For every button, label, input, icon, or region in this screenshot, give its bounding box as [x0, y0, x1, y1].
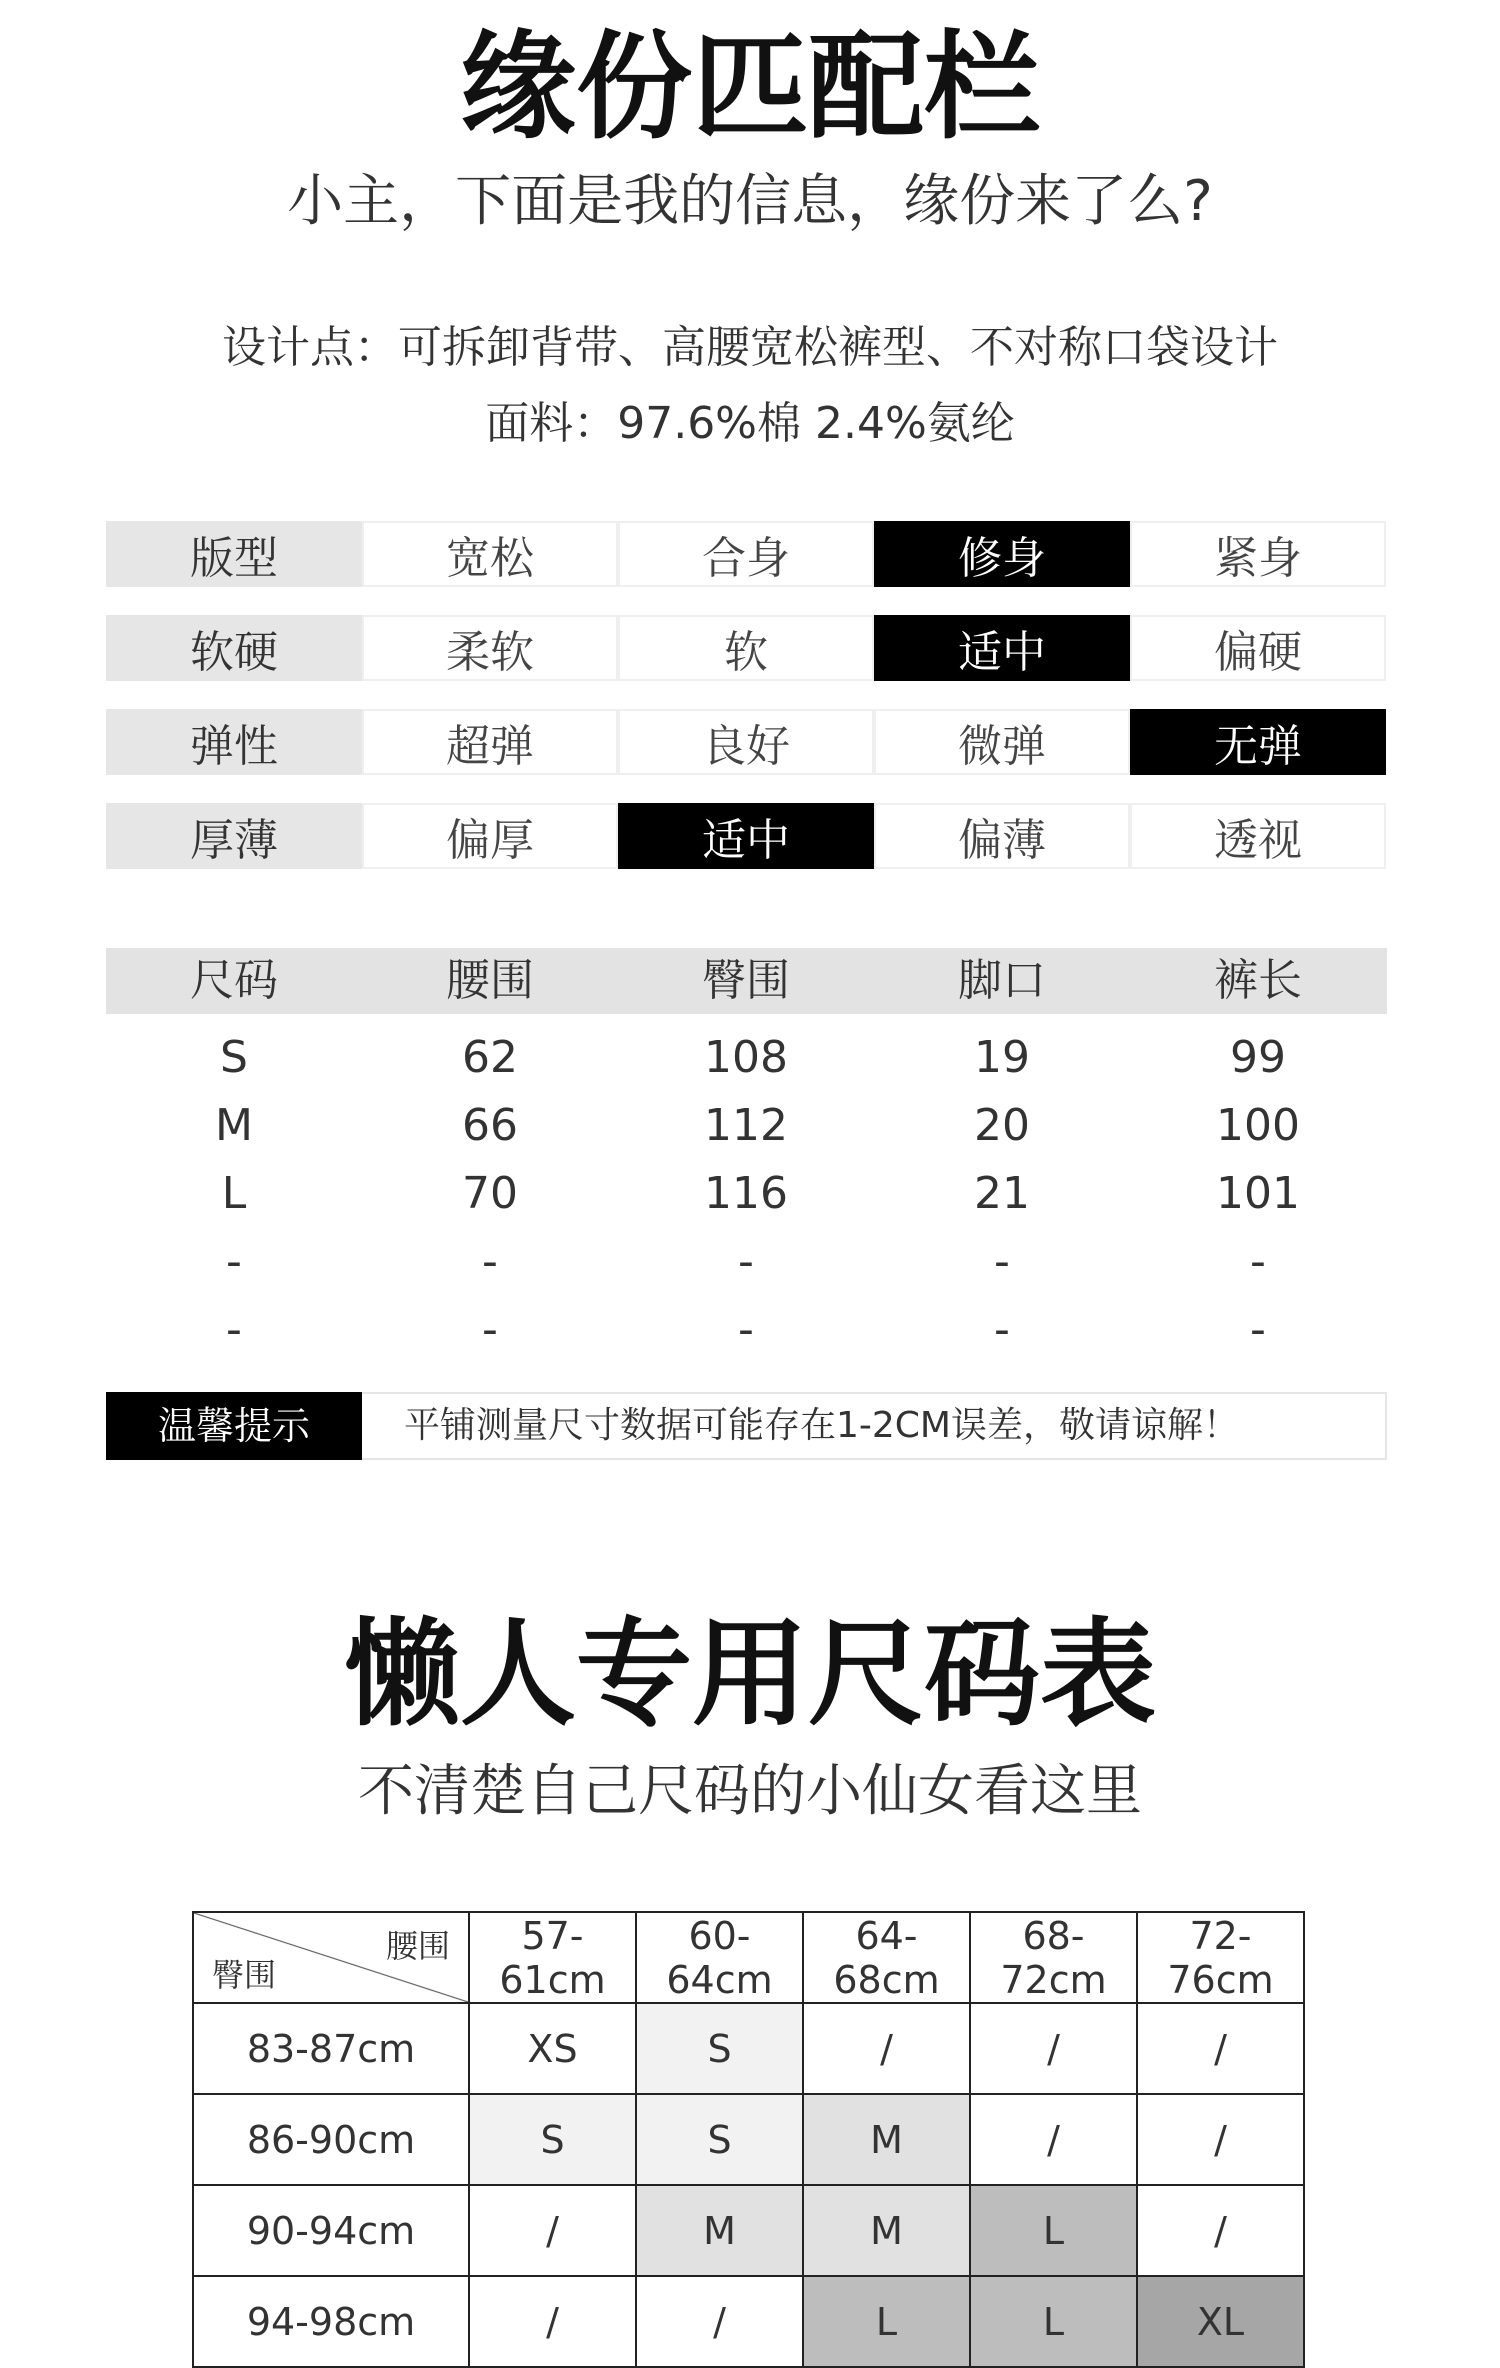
size-header-cell: 臀围 — [702, 955, 790, 1006]
lazy-size-title: 懒人专用尺码表 — [344, 1607, 1156, 1742]
matrix-cell: M — [803, 2094, 970, 2185]
attribute-option: 宽松 — [362, 521, 618, 587]
attribute-label: 厚薄 — [106, 803, 362, 869]
table-cell: - — [226, 1304, 242, 1355]
matrix-cell: XL — [1137, 2276, 1304, 2367]
tip-label: 温馨提示 — [106, 1392, 362, 1460]
attribute-option: 偏硬 — [1130, 615, 1386, 681]
matrix-row — [193, 2003, 1304, 2094]
table-row — [106, 1024, 1387, 1092]
matrix-cell: XS — [469, 2003, 636, 2094]
matrix-row — [193, 2185, 1304, 2276]
table-row — [106, 1092, 1387, 1160]
table-cell: 99 — [1230, 1032, 1286, 1083]
matrix-cell: S — [469, 2094, 636, 2185]
size-header-cell: 脚口 — [958, 955, 1046, 1006]
table-cell: - — [226, 1236, 242, 1287]
attribute-option: 合身 — [618, 521, 874, 587]
attribute-option-selected: 适中 — [874, 615, 1130, 681]
attribute-option-selected: 适中 — [618, 803, 874, 869]
attribute-option: 偏厚 — [362, 803, 618, 869]
matrix-row-header: 86-90cm — [193, 2094, 469, 2185]
table-row — [106, 1296, 1387, 1364]
attribute-option: 柔软 — [362, 615, 618, 681]
matrix-cell: / — [636, 2276, 803, 2367]
table-row — [106, 1228, 1387, 1296]
attribute-option: 透视 — [1130, 803, 1386, 869]
table-cell: 21 — [974, 1168, 1030, 1219]
matrix-cell: S — [636, 2003, 803, 2094]
size-matrix — [192, 1911, 1305, 2368]
matrix-cell: S — [636, 2094, 803, 2185]
table-cell: 100 — [1216, 1100, 1300, 1151]
table-cell: - — [1250, 1236, 1266, 1287]
matrix-cell: L — [803, 2276, 970, 2367]
attribute-grid — [106, 521, 1387, 897]
attribute-option-selected: 修身 — [874, 521, 1130, 587]
matrix-corner-diagonal — [194, 1913, 468, 2002]
attribute-option: 偏薄 — [874, 803, 1130, 869]
attribute-row — [106, 803, 1387, 869]
table-cell: - — [1250, 1304, 1266, 1355]
matrix-cell: / — [1137, 2094, 1304, 2185]
matrix-row-header: 83-87cm — [193, 2003, 469, 2094]
matrix-column-header: 72-76cm — [1137, 1912, 1304, 2003]
table-cell: - — [738, 1304, 754, 1355]
size-header-cell: 裤长 — [1214, 955, 1302, 1006]
attribute-label: 版型 — [106, 521, 362, 587]
matrix-row — [193, 2094, 1304, 2185]
table-cell: - — [738, 1236, 754, 1287]
table-row — [106, 1160, 1387, 1228]
table-cell: L — [221, 1168, 247, 1219]
table-cell: - — [994, 1236, 1010, 1287]
matrix-row-header: 90-94cm — [193, 2185, 469, 2276]
attribute-label: 软硬 — [106, 615, 362, 681]
matrix-column-header: 68-72cm — [970, 1912, 1137, 2003]
page-title: 缘份匹配栏 — [460, 20, 1040, 155]
lazy-size-subtitle: 不清楚自己尺码的小仙女看这里 — [358, 1759, 1142, 1824]
table-cell: 112 — [704, 1100, 788, 1151]
table-cell: 19 — [974, 1032, 1030, 1083]
matrix-row-header: 94-98cm — [193, 2276, 469, 2367]
matrix-corner — [193, 1912, 469, 2003]
matrix-column-header: 57-61cm — [469, 1912, 636, 2003]
page-subtitle: 小主，下面是我的信息，缘份来了么? — [287, 169, 1213, 234]
table-cell: S — [220, 1032, 248, 1083]
table-cell: 101 — [1216, 1168, 1300, 1219]
table-cell: 108 — [704, 1032, 788, 1083]
table-cell: - — [994, 1304, 1010, 1355]
attribute-option: 良好 — [618, 709, 874, 775]
table-cell: - — [482, 1304, 498, 1355]
attribute-option-selected: 无弹 — [1130, 709, 1386, 775]
size-table-body — [106, 1014, 1387, 1364]
matrix-cell: L — [970, 2185, 1137, 2276]
attribute-row — [106, 615, 1387, 681]
matrix-cell: / — [469, 2276, 636, 2367]
matrix-cell: M — [636, 2185, 803, 2276]
attribute-option: 软 — [618, 615, 874, 681]
matrix-cell: / — [970, 2003, 1137, 2094]
table-cell: 116 — [704, 1168, 788, 1219]
size-table — [106, 948, 1387, 1364]
matrix-cell: / — [803, 2003, 970, 2094]
matrix-column-header: 64-68cm — [803, 1912, 970, 2003]
table-cell: 66 — [462, 1100, 518, 1151]
fabric-info: 面料：97.6%棉 2.4%氨纶 — [485, 398, 1015, 449]
matrix-cell: / — [1137, 2003, 1304, 2094]
matrix-cell: / — [469, 2185, 636, 2276]
matrix-column-header: 60-64cm — [636, 1912, 803, 2003]
table-cell: 20 — [974, 1100, 1030, 1151]
table-cell: M — [215, 1100, 253, 1151]
table-cell: - — [482, 1236, 498, 1287]
corner-waist-label: 腰围 — [385, 1927, 450, 1965]
tip-text: 平铺测量尺寸数据可能存在1-2CM误差，敬请谅解！ — [362, 1392, 1387, 1460]
matrix-header-row — [193, 1912, 1304, 2003]
size-header-cell: 腰围 — [446, 955, 534, 1006]
size-table-header — [106, 948, 1387, 1014]
matrix-cell: / — [970, 2094, 1137, 2185]
table-cell: 70 — [462, 1168, 518, 1219]
corner-hip-label: 臀围 — [212, 1956, 277, 1994]
attribute-row — [106, 521, 1387, 587]
matrix-cell: / — [1137, 2185, 1304, 2276]
attribute-option: 微弹 — [874, 709, 1130, 775]
matrix-cell: L — [970, 2276, 1137, 2367]
matrix-cell: M — [803, 2185, 970, 2276]
attribute-label: 弹性 — [106, 709, 362, 775]
attribute-row — [106, 709, 1387, 775]
size-header-cell: 尺码 — [190, 955, 278, 1006]
tip-box — [106, 1392, 1387, 1460]
design-points: 设计点：可拆卸背带、高腰宽松裤型、不对称口袋设计 — [222, 322, 1278, 373]
attribute-option: 紧身 — [1130, 521, 1386, 587]
table-cell: 62 — [462, 1032, 518, 1083]
attribute-option: 超弹 — [362, 709, 618, 775]
